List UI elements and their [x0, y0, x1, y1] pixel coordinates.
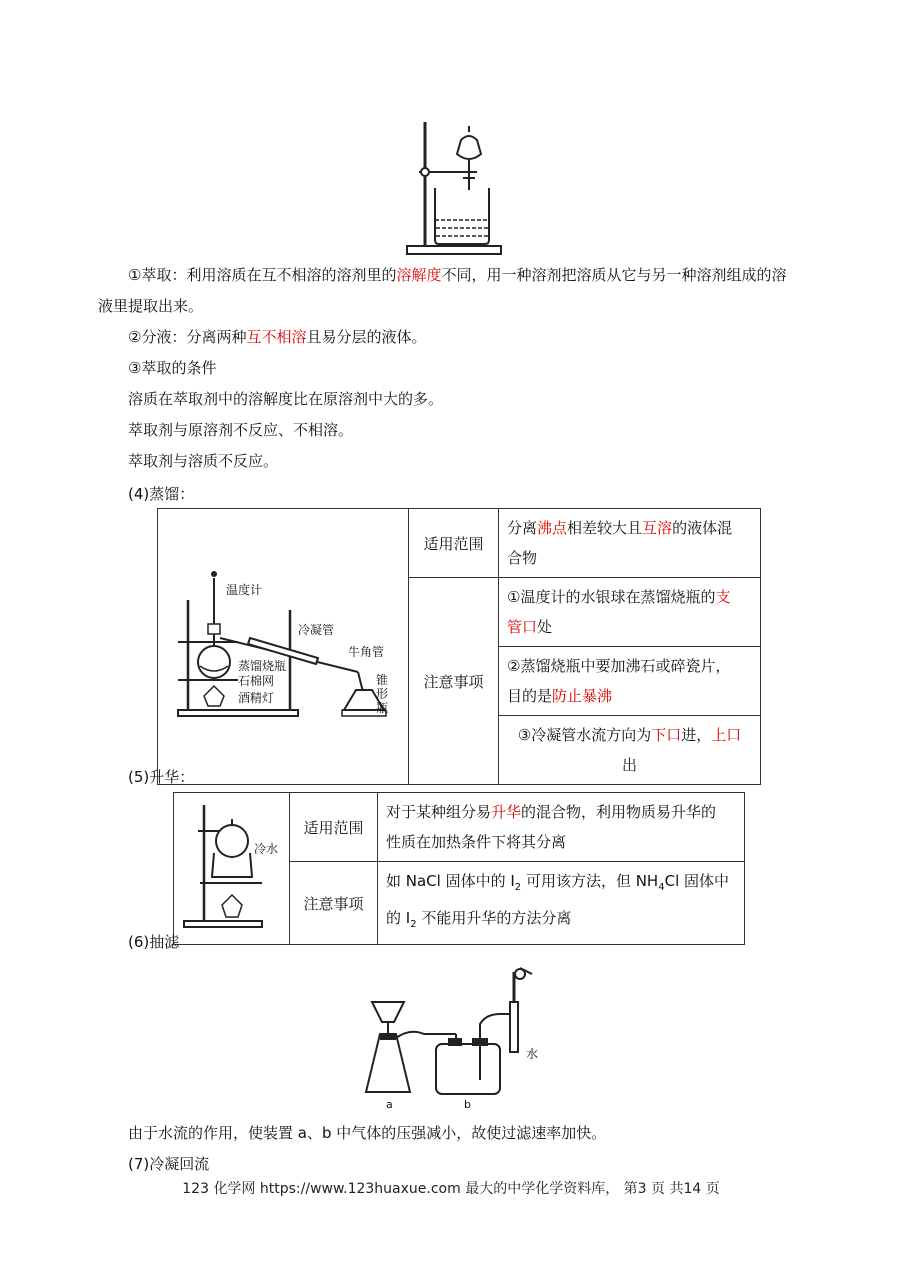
- extraction-line-6: 萃取剂与原溶剂不反应、不相溶。: [128, 421, 354, 439]
- label-gauze: 石棉网: [238, 673, 275, 688]
- label-b: b: [464, 1098, 471, 1111]
- extraction-line-7: 萃取剂与溶质不反应。: [128, 452, 279, 470]
- sublimation-heading: (5)升华：: [128, 768, 195, 786]
- sublimation-notes-label: 注意事项: [290, 862, 378, 945]
- suction-heading: (6)抽滤: [128, 933, 180, 951]
- extraction-line-4: ③萃取的条件: [128, 359, 217, 377]
- distillation-note-1: ①温度计的水银球在蒸馏烧瓶的支 管口处: [499, 578, 761, 647]
- sublimation-table: [173, 792, 745, 945]
- suction-text: 由于水流的作用，使装置 a、b 中气体的压强减小，故使过滤速率加快。: [128, 1124, 607, 1142]
- label-lamp: 酒精灯: [238, 690, 275, 705]
- sublimation-scope-label: 适用范围: [290, 793, 378, 862]
- label-conical-1: 锥: [376, 672, 389, 687]
- distillation-note-3: ③冷凝管水流方向为下口进，上口 出: [499, 716, 761, 785]
- distillation-figure-cell: [158, 509, 409, 785]
- sublimation-figure-cell: [174, 793, 290, 945]
- distillation-table: [157, 508, 761, 785]
- sublimation-scope-text: 对于某种组分易升华的混合物，利用物质易升华的 性质在加热条件下将其分离: [378, 793, 745, 862]
- label-cold-water: 冷水: [254, 841, 279, 856]
- distillation-notes-label: 注意事项: [409, 578, 499, 785]
- distillation-apparatus-figure: [158, 520, 406, 774]
- reflux-heading: (7)冷凝回流: [128, 1155, 210, 1173]
- label-conical-2: 形: [376, 686, 389, 701]
- separatory-funnel-figure: [405, 118, 505, 258]
- label-a: a: [386, 1098, 393, 1111]
- distillation-scope-label: 适用范围: [409, 509, 499, 578]
- sublimation-apparatus-figure: [174, 801, 288, 937]
- label-water: 水: [526, 1047, 539, 1061]
- extraction-line-5: 溶质在萃取剂中的溶解度比在原溶剂中大的多。: [128, 390, 444, 408]
- label-flask: 蒸馏烧瓶: [238, 658, 287, 673]
- page-footer: 123 化学网 https://www.123huaxue.com 最大的中学化学资料库， 第3 页 共14 页: [182, 1181, 720, 1197]
- sublimation-note-text: 如 NaCl 固体中的 $I_2$ 可用该方法，但 $NH_4Cl$ 固体中 的 $I_2$ 不能用升华的方法分离: [378, 862, 745, 945]
- distillation-note-2: ②蒸馏烧瓶中要加沸石或碎瓷片， 目的是防止暴沸: [499, 647, 761, 716]
- label-adapter: 牛角管: [348, 644, 385, 659]
- suction-filtration-figure: [360, 962, 560, 1114]
- extraction-line-3: ②分液：分离两种互不相溶且易分层的液体。: [128, 328, 427, 346]
- label-thermometer: 温度计: [226, 582, 263, 597]
- distillation-heading: (4)蒸馏：: [128, 485, 195, 503]
- extraction-line-2: 液里提取出来。: [98, 297, 204, 315]
- label-condenser: 冷凝管: [298, 622, 335, 637]
- label-conical-3: 瓶: [376, 700, 389, 715]
- distillation-scope-text: 分离沸点相差较大且互溶的液体混 合物: [499, 509, 761, 578]
- extraction-line-1: ①萃取：利用溶质在互不相溶的溶剂里的溶解度不同，用一种溶剂把溶质从它与另一种溶剂组成的溶: [128, 266, 787, 284]
